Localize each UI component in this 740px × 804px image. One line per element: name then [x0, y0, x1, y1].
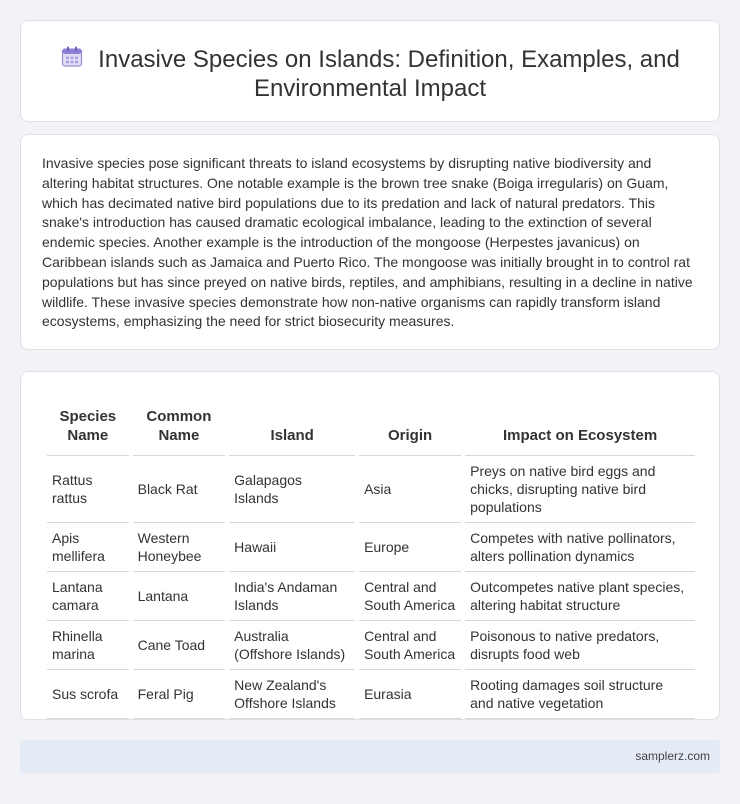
- cell-island: Hawaii: [229, 523, 355, 572]
- cell-origin: Central and South America: [359, 572, 461, 621]
- table-row: [47, 572, 695, 621]
- cell-impact: Competes with native pollinators, alters pollination dynamics: [465, 523, 695, 572]
- header-impact: Impact on Ecosystem: [465, 394, 695, 456]
- cell-island: New Zealand's Offshore Islands: [229, 670, 355, 719]
- calendar-icon: [60, 45, 84, 69]
- intro-card: [20, 134, 720, 350]
- cell-origin: Asia: [359, 456, 461, 523]
- header-species-name: Species Name: [47, 394, 129, 456]
- intro-paragraph: Invasive species pose significant threats to island ecosystems by disrupting native biodiversity and altering habitat structures. One notable example is the brown tree snake (Boiga irregularis) on Guam, which has decimated native bird populations due to its predation and lack of natural predators. This snake's introduction has caused dramatic ecological imbalance, leading to the extinction of several endemic species. Another example is the introduction of the mongoose (Herpestes javanicus) on Caribbean islands such as Jamaica and Puerto Rico. The mongoose was initially brought in to control rat populations but has since preyed on native birds, reptiles, and amphibians, resulting in a decline in native wildlife. These invasive species demonstrate how non-native organisms can rapidly transform island ecosystems, emphasizing the need for strict biosecurity measures.: [42, 155, 693, 330]
- page-title-text: Invasive Species on Islands: Definition, Examples, and Environmental Impact: [98, 46, 680, 102]
- header-island: Island: [229, 394, 355, 456]
- cell-impact: Rooting damages soil structure and native vegetation: [465, 670, 695, 719]
- cell-island: Australia (Offshore Islands): [229, 621, 355, 670]
- table-card: [20, 371, 720, 720]
- cell-impact: Poisonous to native predators, disrupts food web: [465, 621, 695, 670]
- cell-common-name: Cane Toad: [133, 621, 226, 670]
- table-row: [47, 621, 695, 670]
- table-row: [47, 523, 695, 572]
- cell-origin: Central and South America: [359, 621, 461, 670]
- cell-common-name: Feral Pig: [133, 670, 226, 719]
- cell-species-name: Apis mellifera: [47, 523, 129, 572]
- cell-impact: Outcompetes native plant species, altering habitat structure: [465, 572, 695, 621]
- cell-island: India's Andaman Islands: [229, 572, 355, 621]
- cell-common-name: Western Honeybee: [133, 523, 226, 572]
- page-header: [51, 45, 689, 103]
- page-title: [51, 45, 689, 103]
- cell-species-name: Rhinella marina: [47, 621, 129, 670]
- title-card: [20, 20, 720, 122]
- species-table: [43, 394, 699, 719]
- table-row: [47, 456, 695, 523]
- cell-origin: Eurasia: [359, 670, 461, 719]
- footer-site-link[interactable]: samplerz.com: [635, 749, 710, 763]
- cell-common-name: Lantana: [133, 572, 226, 621]
- table-row: [47, 670, 695, 719]
- footer-bar: [20, 740, 720, 773]
- cell-species-name: Lantana camara: [47, 572, 129, 621]
- cell-island: Galapagos Islands: [229, 456, 355, 523]
- header-origin: Origin: [359, 394, 461, 456]
- header-common-name: Common Name: [133, 394, 226, 456]
- cell-origin: Europe: [359, 523, 461, 572]
- table-header-row: [47, 394, 695, 456]
- cell-species-name: Sus scrofa: [47, 670, 129, 719]
- cell-common-name: Black Rat: [133, 456, 226, 523]
- cell-impact: Preys on native bird eggs and chicks, disrupting native bird populations: [465, 456, 695, 523]
- cell-species-name: Rattus rattus: [47, 456, 129, 523]
